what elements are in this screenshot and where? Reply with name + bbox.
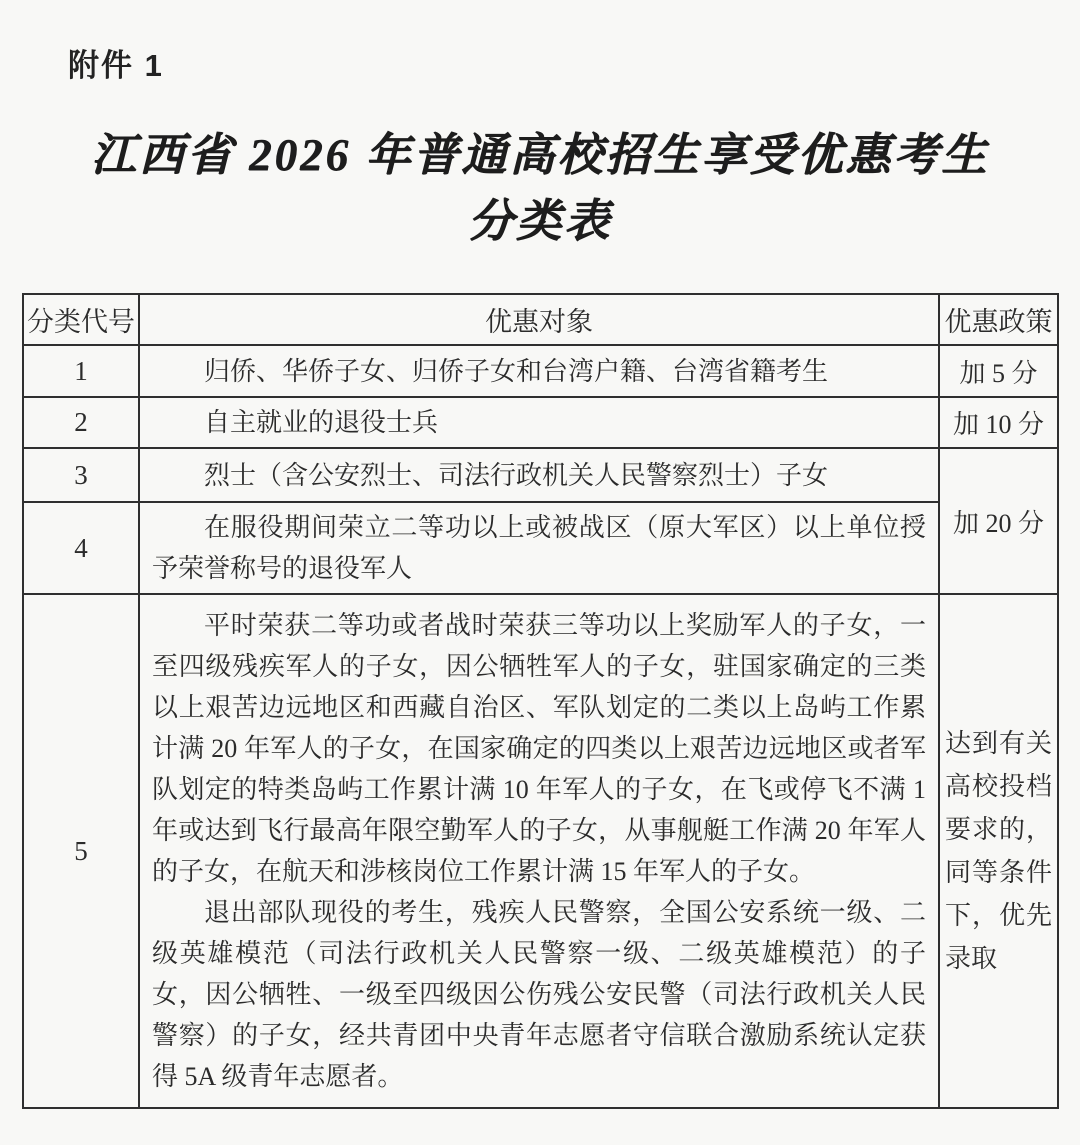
table-row [23,397,1058,448]
row5-target [139,594,939,1108]
row2-policy: 加 10 分 [939,397,1058,448]
header-policy: 优惠政策 [939,294,1058,345]
row1-target [139,345,939,397]
attachment-label: 附件 1 [68,48,164,83]
row3-target-text: 烈士（含公安烈士、司法行政机关人民警察烈士）子女 [204,460,829,490]
row3-4-policy-merged: 加 20 分 [939,448,1058,594]
row5-code: 5 [23,594,139,1108]
row4-target [139,502,939,594]
row4-target-text: 在服役期间荣立二等功以上或被战区（原大军区）以上单位授予荣誉称号的退役军人 [152,513,926,583]
classification-table [22,293,1059,1109]
row4-code: 4 [23,502,139,594]
table-row [23,594,1058,1108]
row2-target-text: 自主就业的退役士兵 [204,408,439,437]
row5-target-paragraph2: 退出部队现役的考生，残疾人民警察，全国公安系统一级、二级英雄模范（司法行政机关人民警察一级、二级英雄模范）的子女，因公牺牲、一级至四级因公伤残公安民警（司法行政机关人民警察）的子女，经共青团中央青年志愿者守信联合激励系统认定获得 5A 级青年志愿者。 [152,898,926,1091]
row5-target-paragraph1: 平时荣获二等功或者战时荣获三等功以上奖励军人的子女，一至四级残疾军人的子女，因公牺牲军人的子女，驻国家确定的三类以上艰苦边远地区和西藏自治区、军队划定的二类以上岛屿工作累计满 20 年军人的子女，在国家确定的四类以上艰苦边远地区或者军队划定的特类岛屿工作累计满 10 年军人的子女，在飞或停飞不满 1 年或达到飞行最高年限空勤军人的子女，从事舰艇工作满 20 年军人的子女，在航天和涉核岗位工作累计满 15 年军人的子女。 [152,611,926,886]
table-header-row [23,294,1058,345]
row3-code: 3 [23,448,139,502]
row5-policy [939,594,1058,1108]
row5-policy-text: 达到有关高校投档要求的，同等条件下，优先录取 [945,729,1052,973]
document-title-line1: 江西省 2026 年普通高校招生享受优惠考生 [90,130,990,180]
table-row [23,345,1058,397]
row1-code: 1 [23,345,139,397]
document-title [0,122,1080,254]
row1-policy: 加 5 分 [939,345,1058,397]
header-target: 优惠对象 [139,294,939,345]
table-row [23,448,1058,502]
row3-target [139,448,939,502]
document-title-line2: 分类表 [467,196,612,246]
row1-target-text: 归侨、华侨子女、归侨子女和台湾户籍、台湾省籍考生 [204,356,829,386]
row2-target [139,397,939,448]
header-code: 分类代号 [23,294,139,345]
row2-code: 2 [23,397,139,448]
table-row [23,502,1058,594]
